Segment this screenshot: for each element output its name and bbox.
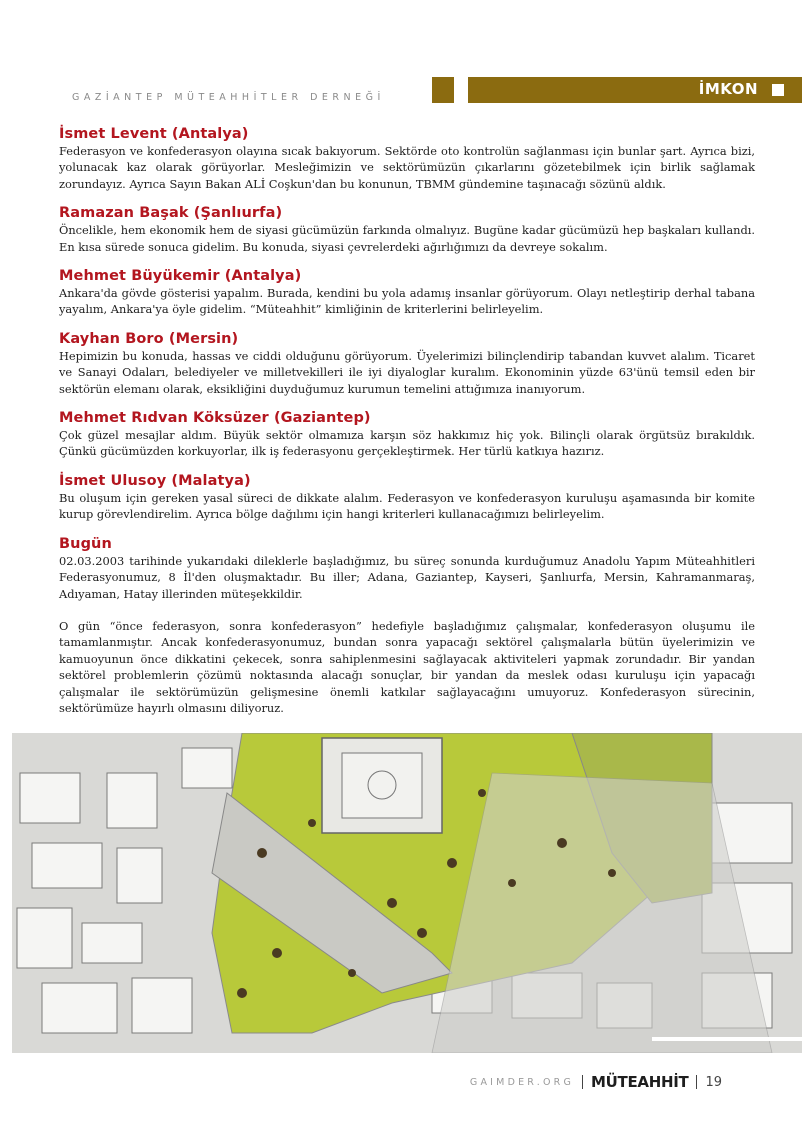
- section-bugun: [59, 536, 755, 717]
- section-paragraph: O gün “önce federasyon, sonra konfederasyon” hedefiyle başladığımız çalışmalar, konfederasyon oluşumu ile tamamlanmıştır. Ancak konfederasyonumuz, bundan sonra yapacağı sektörel çalışmalarla bütün üyelerimizin ve kamuoyunun önce dikkatini çekecek, sonra sahiplenmesini sağlayacak aktiviteleri yapmak zorundadır. Bir yandan sektörel problemlerin çözümü noktasında alacağı sonuçlar, bir yandan da meslek odası kuruluşu için yapacağı çalışmalar ile sektörümüzün gelişmesine önemli katkılar sağlayacağını umuyoruz. Konfederasyon sürecinin, sektörümüze hayırlı olmasını diliyoruz.: [59, 618, 755, 715]
- section-ismet-levent: [59, 126, 755, 192]
- section-paragraph: Öncelikle, hem ekonomik hem de siyasi gücümüzün farkında olmalıyız. Bugüne kadar gücümüzü hep başkaları kullandı. En kısa sürede sonuca gidelim. Bu konuda, siyasi çevrelerdeki ağırlığımızı da devreye sokalım.: [59, 223, 755, 254]
- section-kayhan-boro: [59, 331, 755, 397]
- site-plan-image: [12, 733, 802, 1053]
- section-heading: İsmet Ulusoy (Malatya): [59, 472, 251, 489]
- section-paragraph: 02.03.2003 tarihinde yukarıdaki dileklerle başladığımız, bu süreç sonunda kurduğumuz Anadolu Yapım Müteahhitleri Federasyonumuz, 8 İl'den oluşmaktadır. Bu iller; Adana, Gaziantep, Kayseri, Şanlıurfa, Mersin, Kahramanmaraş, Adıyaman, Hatay illerinden müteşekkildir.: [59, 553, 755, 601]
- brand-bar: [468, 77, 802, 103]
- page-number: 19: [705, 1074, 722, 1090]
- section-mehmet-ridvan-koksuzer: [59, 410, 755, 460]
- section-paragraph: Çok güzel mesajlar aldım. Büyük sektör olmamıza karşın söz hakkımız hiç yok. Bilinçli olarak örgütsüz bırakıldık. Çünkü gücümüzden korkuyorlar, ilk iş federasyonu gerçekleştirmek. Her türlü katkıya hazırız.: [59, 428, 755, 459]
- brand-square-icon: [772, 84, 784, 96]
- brand-name: İMKON: [698, 80, 758, 98]
- section-heading: Ramazan Başak (Şanlıurfa): [59, 205, 283, 222]
- section-heading: Bugün: [59, 535, 112, 552]
- section-paragraph: Federasyon ve konfederasyon olayına sıcak bakıyorum. Sektörde oto kontrolün sağlanması için bunlar şart. Ayrıca bizi, yolunacak kaz olarak görüyorlar. Mesleğimizin ve sektörümüzün çıkarlarını gözetebilmek için birlik sağlamak zorundayız. Ayrıca Sayın Bakan ALİ Coşkun'dan bu konunun, TBMM gündemine taşınacağı sözünü aldık.: [59, 144, 755, 191]
- section-heading: İsmet Levent (Antalya): [59, 126, 249, 142]
- footer-divider: [582, 1075, 583, 1089]
- section-heading: Mehmet Rıdvan Köksüzer (Gaziantep): [59, 410, 371, 427]
- section-ismet-ulusoy: [59, 473, 755, 523]
- section-heading: Mehmet Büyükemir (Antalya): [59, 268, 302, 285]
- section-mehmet-buyukemir: [59, 268, 755, 318]
- page-footer: [470, 1073, 722, 1091]
- section-ramazan-basak: [59, 205, 755, 255]
- section-paragraph: Ankara'da gövde gösterisi yapalım. Burada, kendini bu yola adamış insanlar görüyorum. Olayı netleştirip derhal tabana yayalım, Ankara'ya öyle gidelim. “Müteahhit” kimliğinin de kriterlerini belirleyelim.: [59, 286, 755, 317]
- organization-label: GAZİANTEP MÜTEAHHİTLER DERNEĞİ: [72, 92, 385, 103]
- footer-divider: [696, 1075, 697, 1089]
- section-paragraph: Hepimizin bu konuda, hassas ve ciddi olduğunu görüyorum. Üyelerimizi bilinçlendirip tabandan kuvvet alalım. Ticaret ve Sanayi Odaları, belediyeler ve milletvekilleri ile iyi diyaloglar kuralım. Ekonominin yüzde 63'ünü temsil eden bir sektörün elemanı olarak, eksikliğini duyduğumuz kurumun temelini attığımıza inanıyorum.: [59, 348, 755, 396]
- footer-site: GAIMDER.ORG: [469, 1076, 575, 1088]
- section-paragraph: Bu oluşum için gereken yasal süreci de dikkate alalım. Federasyon ve konfederasyon kuruluşu aşamasında bir komite kurup görevlendirelim. Ayrıca bölge dağılımı için hangi kriterleri kullanacağımızı belirleyelim.: [59, 490, 755, 522]
- brand-accent-block: [432, 77, 454, 103]
- section-heading: Kayhan Boro (Mersin): [59, 330, 239, 347]
- article-body: [59, 126, 755, 729]
- footer-magazine-name: MÜTEAHHİT: [591, 1073, 689, 1091]
